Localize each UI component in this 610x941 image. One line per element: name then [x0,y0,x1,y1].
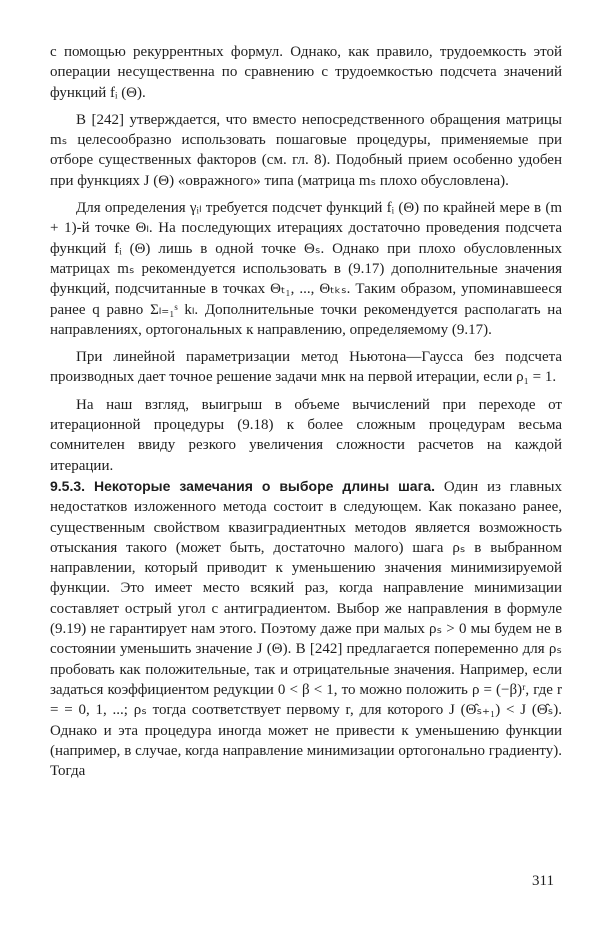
paragraph-5: На наш взгляд, выигрыш в объеме вычислений при переходе от итерационной процедуры (9.18) к более сложным процедурам весьма сомнителен ввиду резкого увеличения сложности расчетов на каждой итерации. [50,396,562,474]
paragraph-1: с помощью рекуррентных формул. Однако, как правило, трудоемкость этой операции несущественна по сравнению с трудоемкостью подсчета значений функций fᵢ (Θ). [50,44,562,101]
paragraph-4: При линейной параметризации метод Ньютона—Гаусса без подсчета производных дает точное решение задачи мнк на первой итерации, если ρ₁ = 1. [50,349,562,386]
paragraph-3: Для определения γᵢₗ требуется подсчет функций fᵢ (Θ) по крайней мере в (m + 1)-й точке Θₗ. На последующих итерациях достаточно проведения подсчета функций fᵢ (Θ) лишь в одной точке Θₛ. Однако при плохо обусловленных матрицах mₛ рекомендуется использовать в (9.17) дополнительные значения функций, подсчитанные в точках Θₜ₁, ..., Θₜₖₛ. Таким образом, упоминавшееся ранее q равно Σₗ₌₁ˢ kₗ. Дополнительные точки рекомендуется располагать на направлениях, ортогональных к направлению, определяемому (9.17). [50,200,562,338]
section-text: Один из главных недостатков изложенного метода состоит в следующем. Как показано ранее, существенным свойством квазиградиентных методов является возможность отыскания такого (может быть, достаточно малого) шага ρₛ в выбранном направлении, который приводит к уменьшению значения минимизируемой функции. Это имеет место всякий раз, когда направление минимизации составляет острый угол с антиградиентом. Выбор же направления в формуле (9.19) не гарантирует нам этого. Поэтому даже при малых ρₛ > 0 мы будем не в состоянии уменьшить значение J (Θ). В [242] предлагается попеременно для ρₛ пробовать как положительные, так и отрицательные значения. Например, если задаться коэффициентом редукции 0 < β < 1, то можно положить ρ = (−β)ʳ, где r = = 0, 1, ...; ρₛ тогда соответствует первому r, для которого J (Θ̂ₛ₊₁) < J (Θ̂ₛ). Однако и эта процедура иногда может не привести к уменьшению функции (например, в случае, когда направление минимизации ортогонально градиенту). Тогда [50,478,563,780]
section-heading: 9.5.3. Некоторые замечания о выборе длины шага. [50,477,436,494]
page-body [50,42,562,781]
page-number: 311 [532,873,554,889]
section-paragraph [50,476,562,781]
paragraph-2: В [242] утверждается, что вместо непосредственного обращения матрицы mₛ целесообразно использовать пошаговые процедуры, применяемые при отборе существенных факторов (см. гл. 8). Подобный прием особенно удобен при функциях J (Θ) «овражного» типа (матрица mₛ плохо обусловлена). [50,111,562,189]
